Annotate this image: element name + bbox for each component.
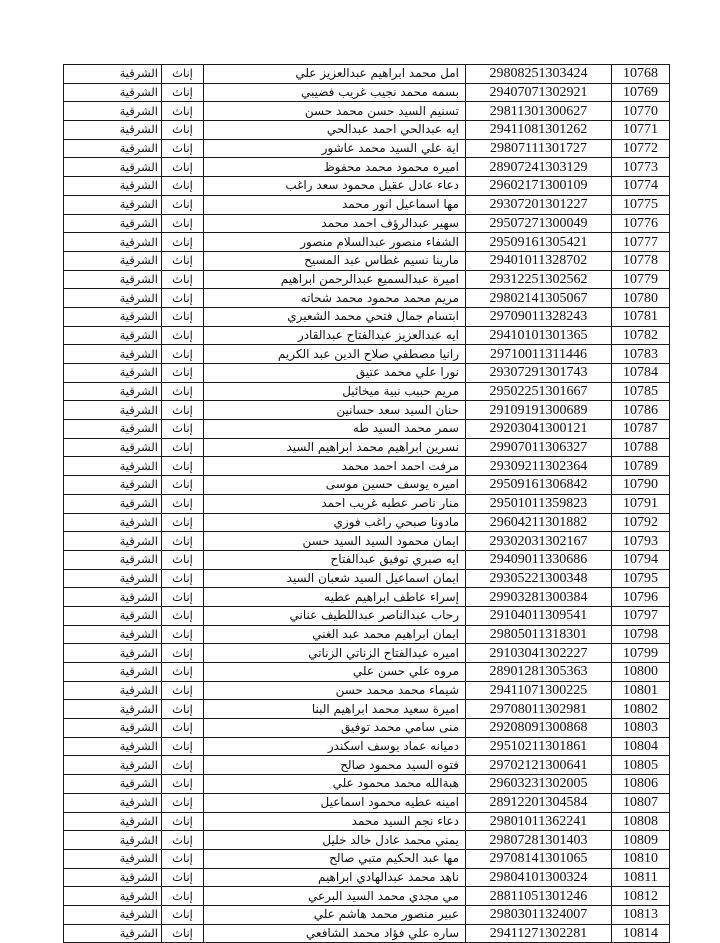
national-id-cell: 29804101300324 <box>466 868 612 887</box>
name-cell: هبةالله محمد محمود علي <box>204 775 466 794</box>
gender-cell: إناث <box>162 550 204 569</box>
serial-number-cell: 10810 <box>612 849 670 868</box>
name-cell: اية علي السيد محمد عاشور <box>204 139 466 158</box>
serial-number-cell: 10791 <box>612 494 670 513</box>
gender-cell: إناث <box>162 457 204 476</box>
name-cell: حنان السيد سعد حسانين <box>204 401 466 420</box>
gender-cell: إناث <box>162 420 204 439</box>
governorate-cell: الشرقية <box>64 887 162 906</box>
governorate-cell: الشرقية <box>64 494 162 513</box>
gender-cell: إناث <box>162 737 204 756</box>
governorate-cell: الشرقية <box>64 139 162 158</box>
governorate-cell: الشرقية <box>64 457 162 476</box>
national-id-cell: 29507271300049 <box>466 214 612 233</box>
national-id-cell: 28912201304584 <box>466 793 612 812</box>
serial-number-cell: 10794 <box>612 550 670 569</box>
national-id-cell: 29907011306327 <box>466 438 612 457</box>
governorate-cell: الشرقية <box>64 756 162 775</box>
table-row <box>64 606 670 625</box>
serial-number-cell: 10769 <box>612 83 670 102</box>
gender-cell: إناث <box>162 513 204 532</box>
name-cell: بسمه محمد نجيب غريب فضيبي <box>204 83 466 102</box>
national-id-cell: 29411081301262 <box>466 121 612 140</box>
governorate-cell: الشرقية <box>64 793 162 812</box>
table-row <box>64 214 670 233</box>
gender-cell: إناث <box>162 158 204 177</box>
governorate-cell: الشرقية <box>64 102 162 121</box>
governorate-cell: الشرقية <box>64 868 162 887</box>
table-row <box>64 719 670 738</box>
serial-number-cell: 10773 <box>612 158 670 177</box>
name-cell: امينه عطيه محمود اسماعيل <box>204 793 466 812</box>
name-cell: مها اسماعيل انور محمد <box>204 195 466 214</box>
national-id-cell: 29411071300225 <box>466 681 612 700</box>
serial-number-cell: 10778 <box>612 251 670 270</box>
gender-cell: إناث <box>162 663 204 682</box>
gender-cell: إناث <box>162 700 204 719</box>
serial-number-cell: 10798 <box>612 625 670 644</box>
name-cell: ايمان ابراهيم محمد عبد الغني <box>204 625 466 644</box>
gender-cell: إناث <box>162 177 204 196</box>
serial-number-cell: 10782 <box>612 326 670 345</box>
gender-cell: إناث <box>162 102 204 121</box>
table-row <box>64 849 670 868</box>
governorate-cell: الشرقية <box>64 849 162 868</box>
governorate-cell: الشرقية <box>64 550 162 569</box>
name-cell: مي مجدي محمد السيد البرعي <box>204 887 466 906</box>
table-row <box>64 569 670 588</box>
name-cell: ساره علي فؤاد محمد الشافعي <box>204 924 466 943</box>
serial-number-cell: 10804 <box>612 737 670 756</box>
national-id-cell: 29801011362241 <box>466 812 612 831</box>
serial-number-cell: 10812 <box>612 887 670 906</box>
table-row <box>64 513 670 532</box>
national-id-cell: 29302031302167 <box>466 532 612 551</box>
governorate-cell: الشرقية <box>64 812 162 831</box>
table-row <box>64 83 670 102</box>
name-cell: نسرين ابراهيم محمد ابراهيم السيد <box>204 438 466 457</box>
national-id-cell: 29808251303424 <box>466 65 612 84</box>
name-cell: مرفت احمد احمد محمد <box>204 457 466 476</box>
governorate-cell: الشرقية <box>64 307 162 326</box>
gender-cell: إناث <box>162 756 204 775</box>
governorate-cell: الشرقية <box>64 121 162 140</box>
list-sheet <box>63 64 669 943</box>
serial-number-cell: 10796 <box>612 588 670 607</box>
name-cell: دميانه عماد يوسف اسكندر <box>204 737 466 756</box>
table-row <box>64 812 670 831</box>
governorate-cell: الشرقية <box>64 438 162 457</box>
table-row <box>64 831 670 850</box>
gender-cell: إناث <box>162 849 204 868</box>
gender-cell: إناث <box>162 364 204 383</box>
table-row <box>64 756 670 775</box>
national-id-cell: 29305221300348 <box>466 569 612 588</box>
national-id-cell: 29501011359823 <box>466 494 612 513</box>
table-body <box>64 65 670 943</box>
gender-cell: إناث <box>162 270 204 289</box>
name-cell: مريم حبيب نبية ميخائيل <box>204 382 466 401</box>
serial-number-cell: 10774 <box>612 177 670 196</box>
table-row <box>64 121 670 140</box>
name-cell: دعاء عادل عقيل محمود سعد راغب <box>204 177 466 196</box>
table-row <box>64 700 670 719</box>
national-id-cell: 29401011328702 <box>466 251 612 270</box>
name-cell: عبير منصور محمد هاشم علي <box>204 905 466 924</box>
national-id-cell: 29603231302005 <box>466 775 612 794</box>
table-row <box>64 868 670 887</box>
governorate-cell: الشرقية <box>64 513 162 532</box>
governorate-cell: الشرقية <box>64 382 162 401</box>
serial-number-cell: 10814 <box>612 924 670 943</box>
governorate-cell: الشرقية <box>64 831 162 850</box>
serial-number-cell: 10790 <box>612 476 670 495</box>
gender-cell: إناث <box>162 532 204 551</box>
gender-cell: إناث <box>162 401 204 420</box>
serial-number-cell: 10805 <box>612 756 670 775</box>
table-row <box>64 532 670 551</box>
national-id-cell: 29710011311446 <box>466 345 612 364</box>
national-id-cell: 28811051301246 <box>466 887 612 906</box>
serial-number-cell: 10786 <box>612 401 670 420</box>
serial-number-cell: 10797 <box>612 606 670 625</box>
name-cell: مها عبد الحكيم متبي صالح <box>204 849 466 868</box>
gender-cell: إناث <box>162 793 204 812</box>
name-cell: تسنيم السيد حسن محمد حسن <box>204 102 466 121</box>
serial-number-cell: 10779 <box>612 270 670 289</box>
table-row <box>64 457 670 476</box>
governorate-cell: الشرقية <box>64 270 162 289</box>
gender-cell: إناث <box>162 289 204 308</box>
gender-cell: إناث <box>162 382 204 401</box>
national-id-cell: 29807281301403 <box>466 831 612 850</box>
name-cell: اميره عبدالفتاح الزناتي الزناتي <box>204 644 466 663</box>
governorate-cell: الشرقية <box>64 364 162 383</box>
serial-number-cell: 10771 <box>612 121 670 140</box>
name-cell: ابتسام جمال فتحي محمد الشعيري <box>204 307 466 326</box>
table-row <box>64 233 670 252</box>
national-id-cell: 28907241303129 <box>466 158 612 177</box>
name-cell: منى سامي محمد توفيق <box>204 719 466 738</box>
serial-number-cell: 10781 <box>612 307 670 326</box>
name-cell: ناهد محمد عبدالهادي ابراهيم <box>204 868 466 887</box>
name-cell: رانيا مصطفي صلاح الدين عبد الكريم <box>204 345 466 364</box>
name-cell: ايه عبدالحي احمد عبدالحي <box>204 121 466 140</box>
serial-number-cell: 10808 <box>612 812 670 831</box>
name-cell: إسراء عاطف ابراهيم عطيه <box>204 588 466 607</box>
gender-cell: إناث <box>162 494 204 513</box>
national-id-cell: 29103041302227 <box>466 644 612 663</box>
table-row <box>64 887 670 906</box>
serial-number-cell: 10789 <box>612 457 670 476</box>
national-id-cell: 29307201301227 <box>466 195 612 214</box>
serial-number-cell: 10813 <box>612 905 670 924</box>
name-cell: مارينا نسيم غطاس عبد المسيح <box>204 251 466 270</box>
national-id-cell: 29604211301882 <box>466 513 612 532</box>
national-id-cell: 29702121300641 <box>466 756 612 775</box>
governorate-cell: الشرقية <box>64 195 162 214</box>
gender-cell: إناث <box>162 887 204 906</box>
national-id-cell: 29510211301861 <box>466 737 612 756</box>
name-cell: سمر محمد السيد طه <box>204 420 466 439</box>
national-id-cell: 29807111301727 <box>466 139 612 158</box>
serial-number-cell: 10809 <box>612 831 670 850</box>
gender-cell: إناث <box>162 569 204 588</box>
national-id-cell: 29708141301065 <box>466 849 612 868</box>
governorate-cell: الشرقية <box>64 719 162 738</box>
gender-cell: إناث <box>162 644 204 663</box>
governorate-cell: الشرقية <box>64 326 162 345</box>
national-id-cell: 29602171300109 <box>466 177 612 196</box>
table-row <box>64 550 670 569</box>
governorate-cell: الشرقية <box>64 177 162 196</box>
gender-cell: إناث <box>162 905 204 924</box>
governorate-cell: الشرقية <box>64 83 162 102</box>
governorate-cell: الشرقية <box>64 625 162 644</box>
governorate-cell: الشرقية <box>64 345 162 364</box>
gender-cell: إناث <box>162 307 204 326</box>
table-row <box>64 251 670 270</box>
gender-cell: إناث <box>162 812 204 831</box>
table-row <box>64 775 670 794</box>
table-row <box>64 401 670 420</box>
serial-number-cell: 10792 <box>612 513 670 532</box>
serial-number-cell: 10799 <box>612 644 670 663</box>
name-cell: نورا علي محمد عتيق <box>204 364 466 383</box>
names-table <box>63 64 670 943</box>
national-id-cell: 29410101301365 <box>466 326 612 345</box>
gender-cell: إناث <box>162 83 204 102</box>
governorate-cell: الشرقية <box>64 775 162 794</box>
governorate-cell: الشرقية <box>64 681 162 700</box>
gender-cell: إناث <box>162 681 204 700</box>
gender-cell: إناث <box>162 195 204 214</box>
serial-number-cell: 10770 <box>612 102 670 121</box>
serial-number-cell: 10802 <box>612 700 670 719</box>
table-row <box>64 793 670 812</box>
serial-number-cell: 10776 <box>612 214 670 233</box>
name-cell: فتوه السيد محمود صالح <box>204 756 466 775</box>
governorate-cell: الشرقية <box>64 644 162 663</box>
gender-cell: إناث <box>162 251 204 270</box>
table-row <box>64 270 670 289</box>
governorate-cell: الشرقية <box>64 588 162 607</box>
national-id-cell: 29502251301667 <box>466 382 612 401</box>
gender-cell: إناث <box>162 625 204 644</box>
table-row <box>64 195 670 214</box>
serial-number-cell: 10807 <box>612 793 670 812</box>
name-cell: ايه صبري توفيق عبدالفتاح <box>204 550 466 569</box>
name-cell: سهير عبدالرؤف احمد محمد <box>204 214 466 233</box>
gender-cell: إناث <box>162 924 204 943</box>
national-id-cell: 29903281300384 <box>466 588 612 607</box>
governorate-cell: الشرقية <box>64 532 162 551</box>
governorate-cell: الشرقية <box>64 289 162 308</box>
national-id-cell: 29104011309541 <box>466 606 612 625</box>
gender-cell: إناث <box>162 233 204 252</box>
governorate-cell: الشرقية <box>64 905 162 924</box>
serial-number-cell: 10784 <box>612 364 670 383</box>
serial-number-cell: 10806 <box>612 775 670 794</box>
table-row <box>64 65 670 84</box>
serial-number-cell: 10787 <box>612 420 670 439</box>
national-id-cell: 29309211302364 <box>466 457 612 476</box>
serial-number-cell: 10800 <box>612 663 670 682</box>
serial-number-cell: 10772 <box>612 139 670 158</box>
gender-cell: إناث <box>162 831 204 850</box>
name-cell: ايمان محمود السيد السيد حسن <box>204 532 466 551</box>
governorate-cell: الشرقية <box>64 214 162 233</box>
national-id-cell: 29409011330686 <box>466 550 612 569</box>
table-row <box>64 420 670 439</box>
name-cell: يمني محمد عادل خالد خليل <box>204 831 466 850</box>
governorate-cell: الشرقية <box>64 65 162 84</box>
national-id-cell: 29411271302281 <box>466 924 612 943</box>
national-id-cell: 29509161305421 <box>466 233 612 252</box>
national-id-cell: 28901281305363 <box>466 663 612 682</box>
table-row <box>64 364 670 383</box>
table-row <box>64 102 670 121</box>
gender-cell: إناث <box>162 326 204 345</box>
national-id-cell: 29307291301743 <box>466 364 612 383</box>
serial-number-cell: 10785 <box>612 382 670 401</box>
table-row <box>64 345 670 364</box>
gender-cell: إناث <box>162 588 204 607</box>
gender-cell: إناث <box>162 868 204 887</box>
table-row <box>64 438 670 457</box>
national-id-cell: 29805011318301 <box>466 625 612 644</box>
gender-cell: إناث <box>162 65 204 84</box>
governorate-cell: الشرقية <box>64 569 162 588</box>
name-cell: مروه علي حسن علي <box>204 663 466 682</box>
serial-number-cell: 10811 <box>612 868 670 887</box>
gender-cell: إناث <box>162 606 204 625</box>
name-cell: مريم محمد محمود محمد شحاته <box>204 289 466 308</box>
serial-number-cell: 10783 <box>612 345 670 364</box>
table-row <box>64 289 670 308</box>
national-id-cell: 29802141305067 <box>466 289 612 308</box>
table-row <box>64 625 670 644</box>
name-cell: منار ناصر عطيه غريب احمد <box>204 494 466 513</box>
name-cell: شيماء محمد محمد حسن <box>204 681 466 700</box>
gender-cell: إناث <box>162 139 204 158</box>
gender-cell: إناث <box>162 214 204 233</box>
table-row <box>64 663 670 682</box>
serial-number-cell: 10777 <box>612 233 670 252</box>
gender-cell: إناث <box>162 345 204 364</box>
national-id-cell: 29203041300121 <box>466 420 612 439</box>
table-row <box>64 476 670 495</box>
governorate-cell: الشرقية <box>64 606 162 625</box>
name-cell: مادونا صبحي راغب فوزي <box>204 513 466 532</box>
gender-cell: إناث <box>162 476 204 495</box>
gender-cell: إناث <box>162 719 204 738</box>
table-row <box>64 382 670 401</box>
name-cell: اميره يوسف حسين موسى <box>204 476 466 495</box>
table-row <box>64 177 670 196</box>
name-cell: الشفاء منصور عبدالسلام منصور <box>204 233 466 252</box>
governorate-cell: الشرقية <box>64 420 162 439</box>
national-id-cell: 29509161306842 <box>466 476 612 495</box>
name-cell: دعاء نجم السيد محمد <box>204 812 466 831</box>
serial-number-cell: 10803 <box>612 719 670 738</box>
governorate-cell: الشرقية <box>64 663 162 682</box>
table-row <box>64 307 670 326</box>
serial-number-cell: 10768 <box>612 65 670 84</box>
national-id-cell: 29709011328243 <box>466 307 612 326</box>
gender-cell: إناث <box>162 775 204 794</box>
serial-number-cell: 10775 <box>612 195 670 214</box>
table-row <box>64 737 670 756</box>
gender-cell: إناث <box>162 438 204 457</box>
governorate-cell: الشرقية <box>64 924 162 943</box>
serial-number-cell: 10780 <box>612 289 670 308</box>
name-cell: ايمان اسماعيل السيد شعبان السيد <box>204 569 466 588</box>
serial-number-cell: 10788 <box>612 438 670 457</box>
table-row <box>64 924 670 943</box>
name-cell: امل محمد ابراهيم عبدالعزيز علي <box>204 65 466 84</box>
table-row <box>64 326 670 345</box>
national-id-cell: 29407071302921 <box>466 83 612 102</box>
name-cell: رحاب عبدالناصر عبداللطيف عناني <box>204 606 466 625</box>
serial-number-cell: 10801 <box>612 681 670 700</box>
table-row <box>64 644 670 663</box>
serial-number-cell: 10793 <box>612 532 670 551</box>
table-row <box>64 905 670 924</box>
table-row <box>64 588 670 607</box>
national-id-cell: 29803011324007 <box>466 905 612 924</box>
national-id-cell: 29708011302981 <box>466 700 612 719</box>
national-id-cell: 29811301300627 <box>466 102 612 121</box>
table-row <box>64 158 670 177</box>
national-id-cell: 29208091300868 <box>466 719 612 738</box>
governorate-cell: الشرقية <box>64 401 162 420</box>
table-row <box>64 681 670 700</box>
governorate-cell: الشرقية <box>64 700 162 719</box>
national-id-cell: 29312251302562 <box>466 270 612 289</box>
gender-cell: إناث <box>162 121 204 140</box>
table-row <box>64 494 670 513</box>
table-row <box>64 139 670 158</box>
governorate-cell: الشرقية <box>64 158 162 177</box>
governorate-cell: الشرقية <box>64 251 162 270</box>
serial-number-cell: 10795 <box>612 569 670 588</box>
name-cell: اميره محمود محمد محفوظ <box>204 158 466 177</box>
name-cell: اميرة سعيد محمد ابراهيم البنا <box>204 700 466 719</box>
governorate-cell: الشرقية <box>64 476 162 495</box>
name-cell: اميرة عبدالسميع عبدالرحمن ابراهيم <box>204 270 466 289</box>
governorate-cell: الشرقية <box>64 737 162 756</box>
governorate-cell: الشرقية <box>64 233 162 252</box>
national-id-cell: 29109191300689 <box>466 401 612 420</box>
name-cell: ايه عبدالعزيز عبدالفتاح عبدالقادر <box>204 326 466 345</box>
